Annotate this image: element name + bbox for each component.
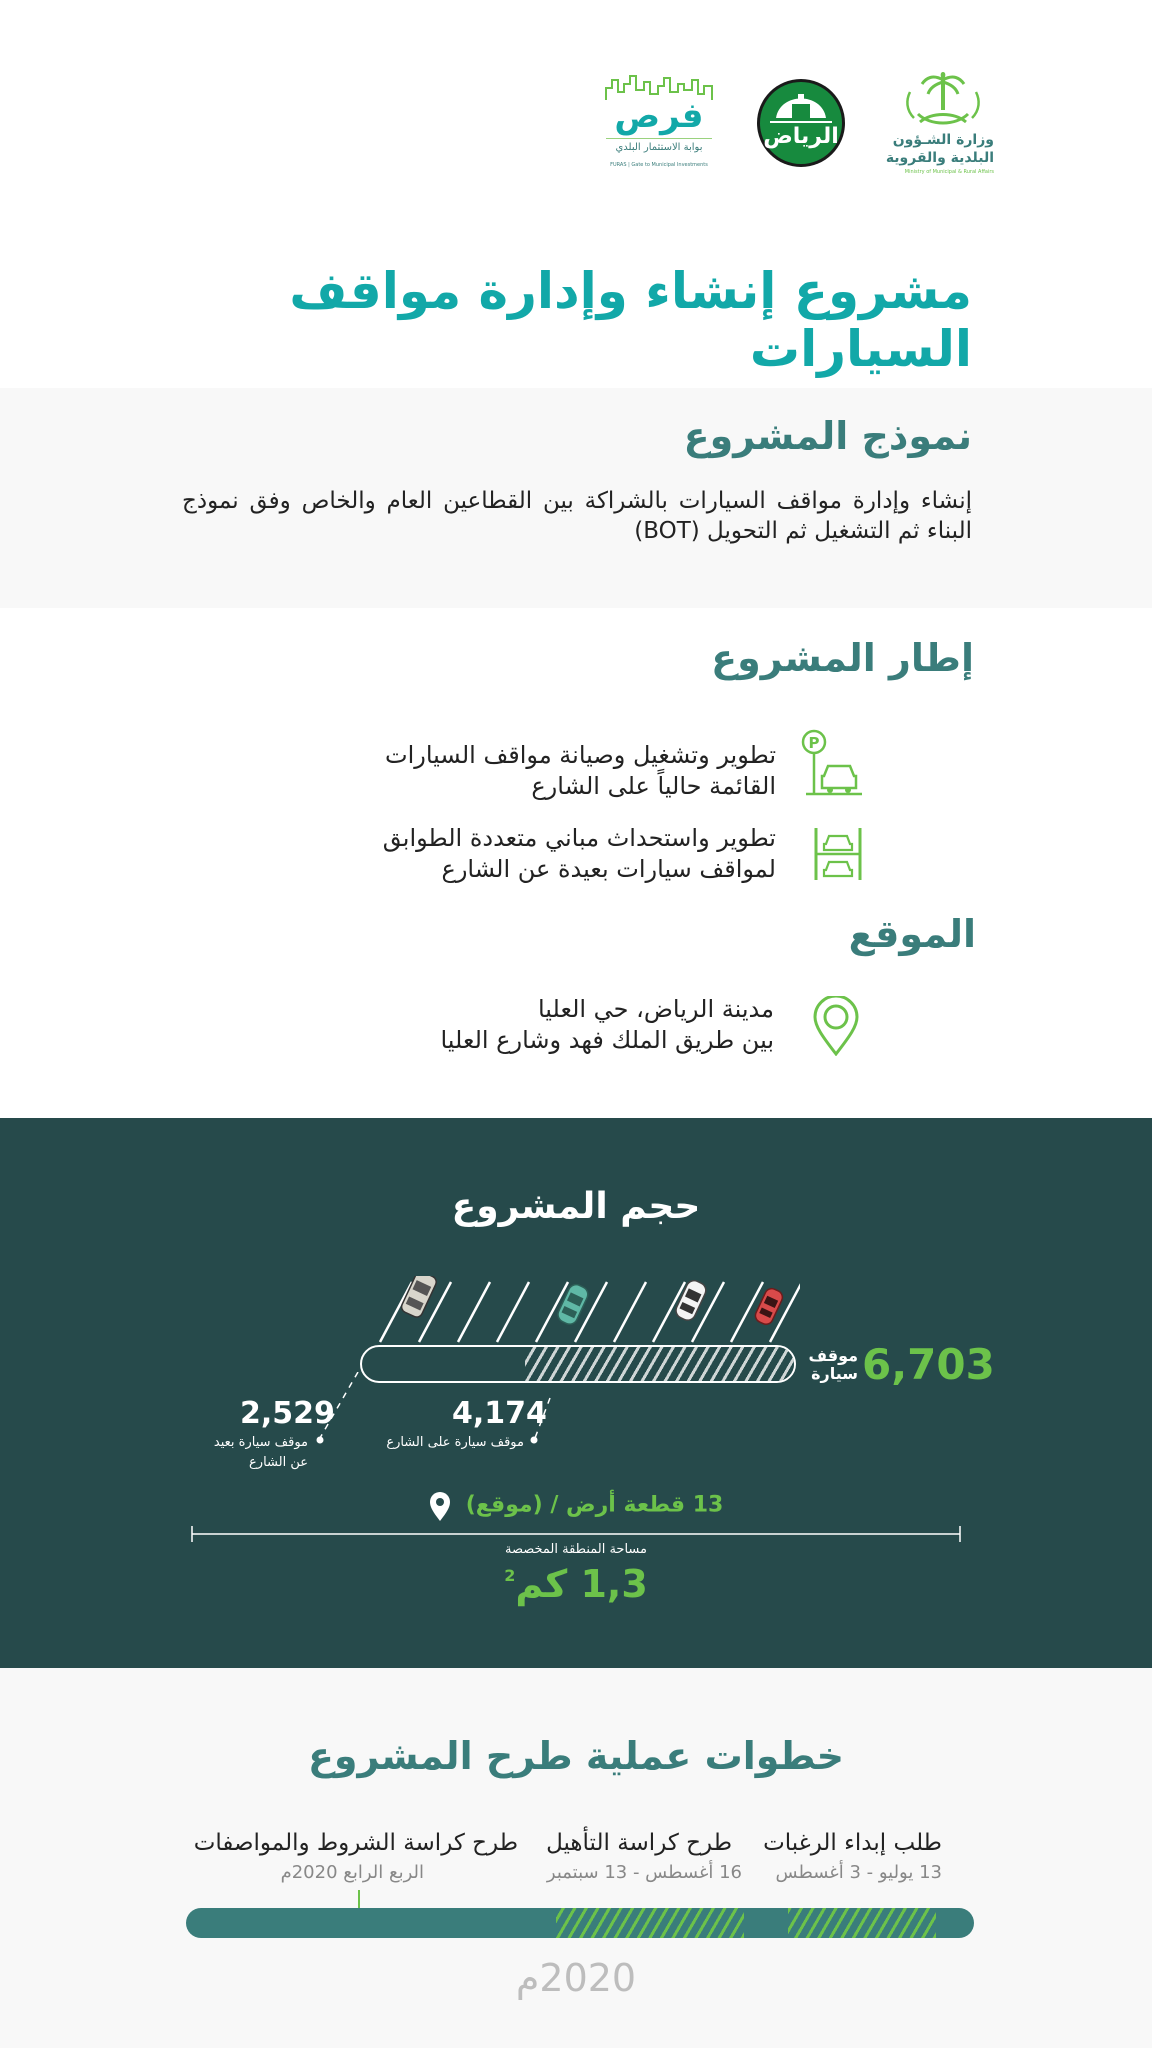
furas-tagline-en: FURAS | Gate to Municipal Investments <box>610 162 708 168</box>
location-line2: بين طريق الملك فهد وشارع العليا <box>440 1026 774 1054</box>
off-street-value: 2,529 <box>240 1396 335 1431</box>
area-value-row <box>0 1562 1152 1606</box>
framework-item-building-text <box>306 823 776 885</box>
process-step-1-title: طلب إبداء الرغبات <box>763 1830 942 1856</box>
timeline-segment-2 <box>556 1908 744 1938</box>
process-step-2-title: طرح كراسة التأهيل <box>546 1830 732 1856</box>
ministry-name-ar-2: البلدية والقروية <box>885 150 994 166</box>
location-pin-icon <box>812 996 860 1056</box>
furas-name: فرص <box>614 96 704 136</box>
ministry-name-en: Ministry of Municipal & Rural Affairs <box>904 169 994 175</box>
furas-tagline-ar: بوابة الاستثمار البلدي <box>615 142 703 153</box>
process-step-1-date: 13 يوليو - 3 أغسطس <box>775 1862 942 1883</box>
parking-stall-line <box>458 1282 490 1342</box>
process-year: 2020م <box>515 1956 637 2000</box>
total-unit-1: موقف <box>808 1346 858 1365</box>
location-line1: مدينة الرياض، حي العليا <box>537 995 774 1023</box>
off-street-label-1: موقف سيارة بعيد <box>213 1435 308 1450</box>
plots-row <box>0 1492 1152 1522</box>
on-street-value: 4,174 <box>452 1396 547 1431</box>
ministry-name-ar-1: وزارة الشـؤون <box>892 132 994 148</box>
furas-logo <box>604 74 714 174</box>
process-step-3-date: الربع الرابع 2020م <box>280 1862 424 1883</box>
process-step-3-title: طرح كراسة الشروط والمواصفات <box>193 1830 518 1856</box>
page-title: مشروع إنشاء وإدارة مواقف السيارات <box>289 262 972 378</box>
car-icon-3 <box>673 1278 708 1323</box>
area-value: 1,3 كم <box>515 1562 648 1606</box>
riyadh-seal-icon <box>756 78 846 168</box>
process-step-2 <box>546 1830 742 1883</box>
ministry-logo <box>885 70 998 180</box>
process-step-3 <box>194 1830 518 1883</box>
parking-stall-line <box>497 1282 529 1342</box>
process-section <box>0 1668 1152 2048</box>
riyadh-logo <box>756 78 846 168</box>
location-pin-white-icon <box>429 1492 451 1522</box>
multi-level-parking-icon <box>812 826 864 882</box>
area-sup: 2 <box>504 1566 516 1585</box>
framework-item-street-line1: تطوير وتشغيل وصيانة مواقف السيارات <box>385 741 776 769</box>
total-value: 6,703 <box>862 1340 995 1389</box>
project-size-heading: حجم المشروع <box>451 1186 701 1227</box>
project-model-text: إنشاء وإدارة مواقف السيارات بالشراكة بين القطاعين العام والخاص وفق نموذج البناء ثم التشغيل ثم التحويل (BOT) <box>182 488 972 544</box>
area-label: مساحة المنطقة المخصصة <box>504 1542 647 1557</box>
location-text <box>304 994 774 1056</box>
capacity-bar-on-street <box>525 1347 794 1381</box>
process-step-2-date: 16 أغسطس - 13 سبتمبر <box>546 1862 742 1883</box>
plots-text: 13 قطعة أرض / (موقع) <box>465 1492 724 1518</box>
framework-item-building-line2: لمواقف سيارات بعيدة عن الشارع <box>441 855 776 883</box>
area-ruler <box>188 1524 964 1544</box>
riyadh-name: الرياض <box>763 124 839 149</box>
framework-heading: إطار المشروع <box>711 636 974 680</box>
process-timeline <box>186 1908 974 1938</box>
framework-item-street-line2: القائمة حالياً على الشارع <box>531 772 776 800</box>
parking-stall-line <box>614 1282 646 1342</box>
car-icon-2 <box>555 1282 590 1327</box>
framework-item-street-text <box>306 740 776 802</box>
timeline-marker <box>358 1890 360 1908</box>
location-heading: الموقع <box>848 912 976 956</box>
palm-swords-icon <box>888 70 998 140</box>
process-heading: خطوات عملية طرح المشروع <box>307 1734 845 1778</box>
process-step-1 <box>763 1830 942 1883</box>
project-model-section <box>0 388 1152 608</box>
project-model-heading: نموذج المشروع <box>683 414 972 458</box>
on-street-label: موقف سيارة على الشارع <box>386 1435 524 1450</box>
timeline-segment-1 <box>788 1908 936 1938</box>
framework-item-building-line1: تطوير واستحداث مباني متعددة الطوابق <box>382 824 776 852</box>
street-parking-icon <box>800 728 864 798</box>
car-icon-1 <box>400 1276 439 1319</box>
total-unit-2: سيارة <box>811 1364 858 1383</box>
off-street-label-2: عن الشارع <box>249 1455 308 1470</box>
svg-text:P: P <box>808 734 820 752</box>
